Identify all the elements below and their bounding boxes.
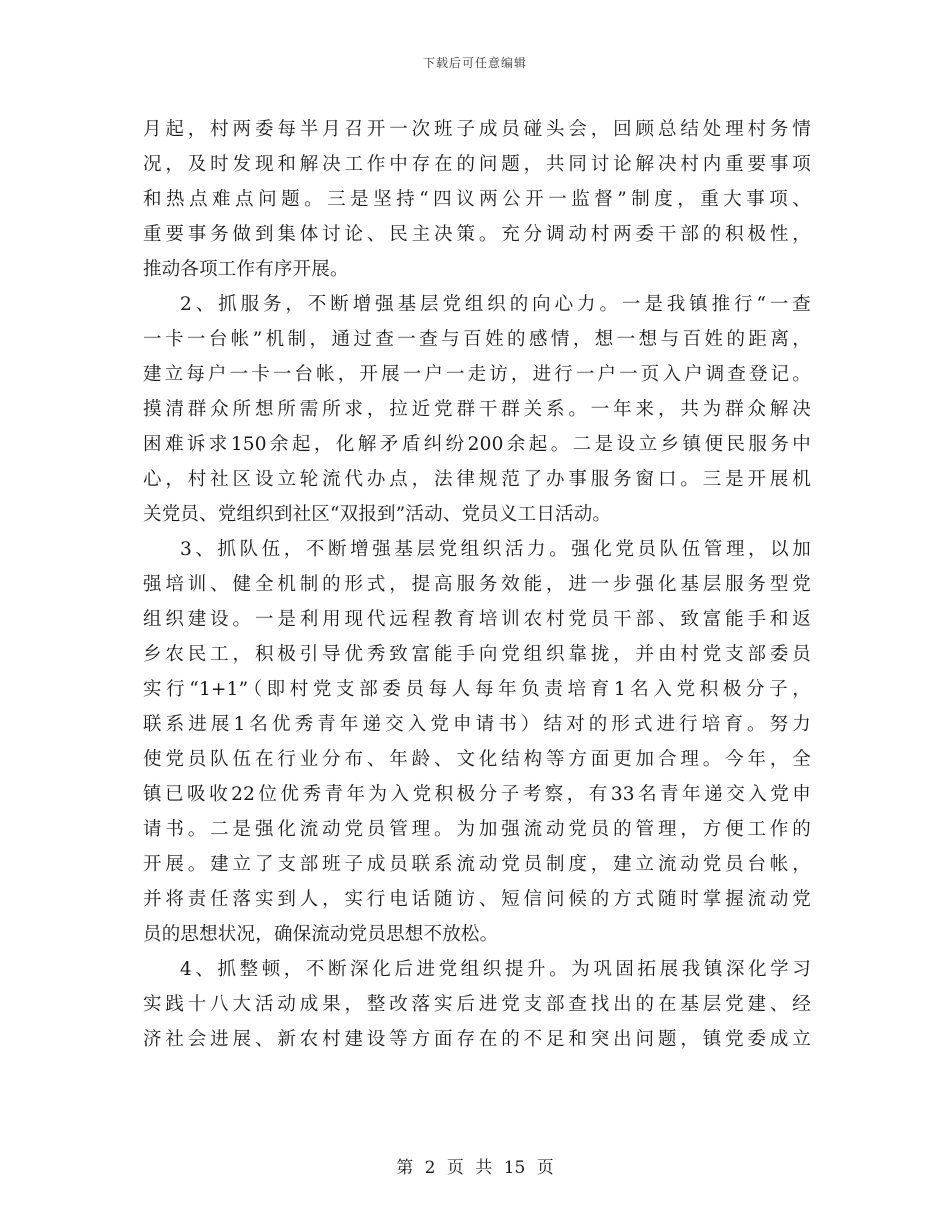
text-line: 使党员队伍在行业分布、年龄、文化结构等方面更加合理。今年，全 — [143, 749, 811, 770]
paragraph — [143, 287, 811, 532]
text-line: 2、抓服务，不断增强基层党组织的向心力。一是我镇推行“一查 — [180, 294, 811, 315]
text-line: 乡农民工，积极引导优秀致富能手向党组织靠拢，并由村党支部委员 — [143, 644, 811, 665]
text-line: 和热点难点问题。三是坚持“四议两公开一监督”制度，重大事项、 — [143, 189, 811, 210]
text-line: 实践十八大活动成果，整改落实后进党支部查找出的在基层党建、经 — [143, 994, 811, 1015]
text-line: 联系进展1名优秀青年递交入党申请书）结对的形式进行培育。努力 — [143, 714, 811, 735]
paragraph — [143, 112, 811, 287]
text-line: 镇已吸收22位优秀青年为入党积极分子考察，有33名青年递交入党申 — [143, 784, 811, 805]
text-line: 重要事务做到集体讨论、民主决策。充分调动村两委干部的积极性， — [143, 224, 811, 245]
text-line: 月起，村两委每半月召开一次班子成员碰头会，回顾总结处理村务情 — [143, 119, 811, 140]
text-line: 并将责任落实到人，实行电话随访、短信问候的方式随时掌握流动党 — [143, 889, 811, 910]
text-line: 开展。建立了支部班子成员联系流动党员制度，建立流动党员台帐， — [143, 854, 811, 875]
text-line: 实行“1+1”（即村党支部委员每人每年负责培育1名入党积极分子， — [143, 679, 811, 700]
text-line: 一卡一台帐”机制，通过查一查与百姓的感情，想一想与百姓的距离， — [143, 329, 811, 350]
text-line: 4、抓整顿，不断深化后进党组织提升。为巩固拓展我镇深化学习 — [180, 959, 811, 980]
text-line: 困难诉求150余起，化解矛盾纠纷200余起。二是设立乡镇便民服务中 — [143, 434, 811, 455]
paragraph — [143, 532, 811, 952]
text-line: 强培训、健全机制的形式，提高服务效能，进一步强化基层服务型党 — [143, 574, 811, 595]
document-body — [143, 112, 811, 1057]
text-line: 员的思想状况，确保流动党员思想不放松。 — [143, 924, 499, 945]
text-line: 关党员、党组织到社区“双报到”活动、党员义工日活动。 — [143, 504, 612, 525]
text-line: 推动各项工作有序开展。 — [143, 259, 349, 280]
paragraph — [143, 952, 811, 1057]
text-line: 建立每户一卡一台帐，开展一户一走访，进行一户一页入户调查登记。 — [143, 364, 811, 385]
page-header: 下载后可任意编辑 — [422, 56, 527, 70]
text-line: 济社会进展、新农村建设等方面存在的不足和突出问题，镇党委成立 — [143, 1029, 811, 1050]
text-line: 组织建设。一是利用现代远程教育培训农村党员干部、致富能手和返 — [143, 609, 811, 630]
text-line: 况，及时发现和解决工作中存在的问题，共同讨论解决村内重要事项 — [143, 154, 811, 175]
text-line: 3、抓队伍，不断增强基层党组织活力。强化党员队伍管理，以加 — [180, 539, 811, 560]
text-line: 摸清群众所想所需所求，拉近党群干群关系。一年来，共为群众解决 — [143, 399, 811, 420]
text-line: 请书。二是强化流动党员管理。为加强流动党员的管理，方便工作的 — [143, 819, 811, 840]
page-footer: 第 2 页 共 15 页 — [396, 1158, 554, 1178]
text-line: 心，村社区设立轮流代办点，法律规范了办事服务窗口。三是开展机 — [143, 469, 811, 490]
